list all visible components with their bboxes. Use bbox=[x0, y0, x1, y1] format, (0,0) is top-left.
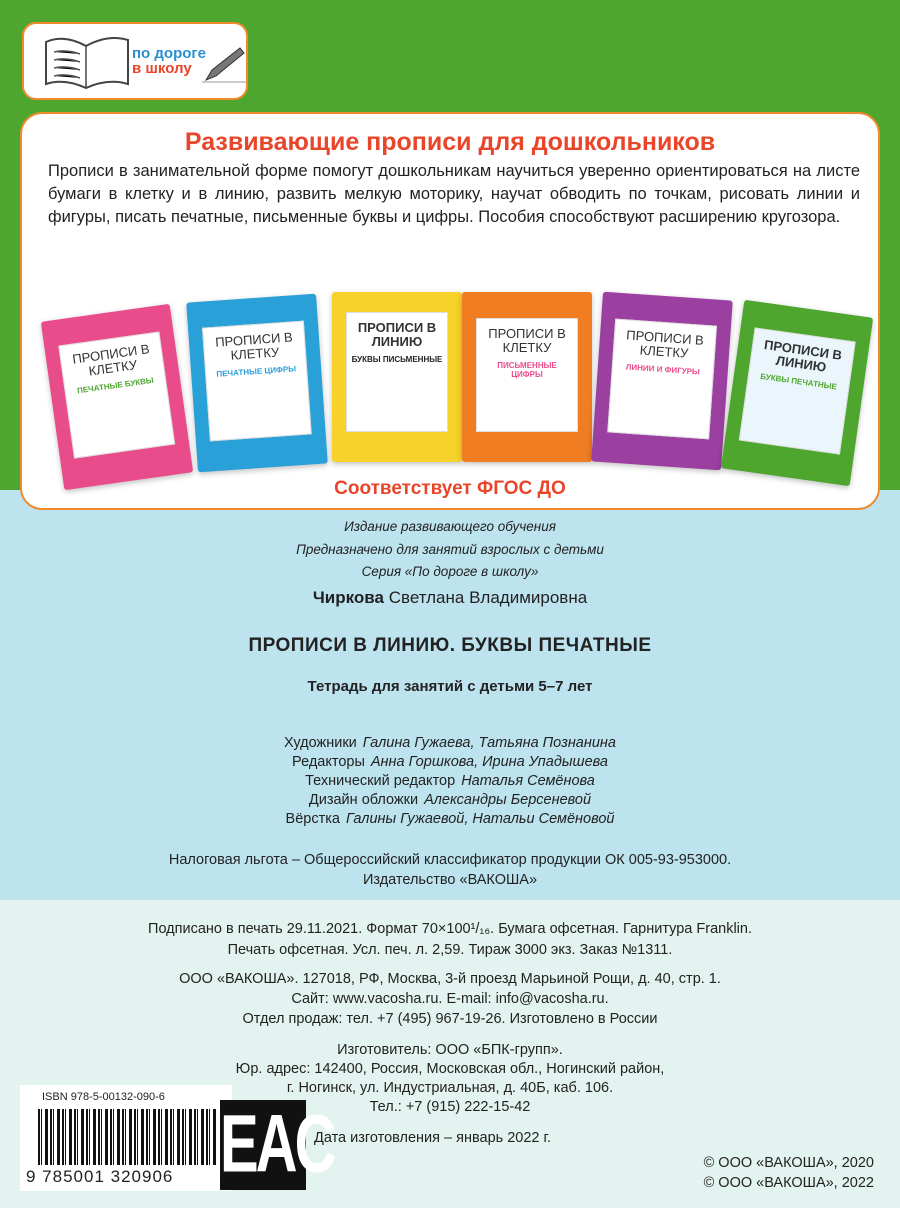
author: Чиркова Светлана Владимировна bbox=[312, 588, 588, 607]
book-title: ПРОПИСИ В ЛИНИЮ. БУКВЫ ПЕЧАТНЫЕ bbox=[248, 635, 652, 656]
credit-line: Технический редактор Наталья Семёнова bbox=[305, 773, 595, 789]
print-info-2: Печать офсетная. Усл. печ. л. 2,59. Тираж 3000 экз. Заказ №1311. bbox=[227, 942, 673, 958]
copyright-2020: © ООО «ВАКОША», 2020 bbox=[703, 1155, 874, 1171]
credit-line: Вёрстка Галины Гужаевой, Натальи Семёновой bbox=[285, 811, 615, 827]
edition-line: Издание развивающего обучения bbox=[344, 519, 556, 534]
book-cover: ПРОПИСИ В ЛИНИЮ БУКВЫ ПЕЧАТНЫЕ bbox=[721, 300, 873, 486]
address-2: Сайт: www.vacosha.ru. E-mail: info@vacosha.ru. bbox=[291, 991, 609, 1007]
credit-line: Художники Галина Гужаева, Татьяна Познанина bbox=[284, 735, 616, 751]
logo-text: по дороге в школу bbox=[132, 45, 206, 77]
address-3: Отдел продаж: тел. +7 (495) 967-19-26. Изготовлено в России bbox=[242, 1011, 658, 1027]
credit-line: Редакторы Анна Горшкова, Ирина Упадышева bbox=[292, 754, 608, 770]
fgos-label: Соответствует ФГОС ДО bbox=[334, 478, 566, 499]
maker-4: Тел.: +7 (915) 222-15-42 bbox=[369, 1099, 531, 1115]
maker-3: г. Ногинск, ул. Индустриальная, д. 40Б, каб. 106. bbox=[286, 1080, 614, 1096]
maker-2: Юр. адрес: 142400, Россия, Московская обл., Ногинский район, bbox=[235, 1061, 665, 1077]
purpose-line: Предназначено для занятий взрослых с детьми bbox=[296, 542, 604, 557]
print-info-1: Подписано в печать 29.11.2021. Формат 70×100¹/₁₆. Бумага офсетная. Гарнитура Franklin. bbox=[148, 921, 752, 937]
series-logo bbox=[22, 22, 248, 100]
book-covers bbox=[52, 292, 862, 472]
promo-panel bbox=[20, 112, 880, 510]
pencil-icon bbox=[202, 44, 246, 84]
open-book-icon bbox=[42, 32, 132, 94]
isbn: ISBN 978-5-00132-090-6 bbox=[42, 1091, 165, 1103]
maker-1: Изготовитель: ООО «БПК-групп». bbox=[337, 1042, 563, 1058]
promo-title: Развивающие прописи для дошкольников bbox=[184, 128, 716, 156]
barcode-number: 9 785001 320906 bbox=[26, 1167, 174, 1186]
copyright-2022: © ООО «ВАКОША», 2022 bbox=[703, 1175, 874, 1191]
eac-mark: EAC bbox=[220, 1098, 334, 1190]
manufacture-date: Дата изготовления – январь 2022 г. bbox=[314, 1130, 552, 1146]
address-1: ООО «ВАКОША». 127018, РФ, Москва, 3-й проезд Марьиной Рощи, д. 40, стр. 1. bbox=[179, 971, 721, 987]
promo-text: Прописи в занимательной форме помогут дошкольникам научиться уверенно ориентироваться на листе бумаги в клетку и в линию, развить мелкую моторику, научат обводить по точкам, рисовать линии и фигуры, писать печатные, письменные буквы и цифры. Пособия способствуют расширению кругозора. bbox=[48, 162, 860, 226]
publisher-line: Издательство «ВАКОША» bbox=[362, 872, 538, 888]
credit-line: Дизайн обложки Александры Берсеневой bbox=[308, 792, 592, 808]
barcode-bars bbox=[38, 1109, 218, 1165]
series-line: Серия «По дороге в школу» bbox=[361, 564, 539, 579]
barcode bbox=[20, 1085, 232, 1191]
book-cover: ПРОПИСИ В КЛЕТКУ ПИСЬМЕННЫЕ ЦИФРЫ bbox=[462, 292, 592, 462]
book-cover: ПРОПИСИ В КЛЕТКУ ЛИНИИ И ФИГУРЫ bbox=[591, 292, 733, 471]
tax-line: Налоговая льгота – Общероссийский классификатор продукции ОК 005-93-953000. bbox=[168, 852, 732, 868]
book-cover: ПРОПИСИ В КЛЕТКУ ПЕЧАТНЫЕ БУКВЫ bbox=[41, 304, 193, 490]
book-cover: ПРОПИСИ В КЛЕТКУ ПЕЧАТНЫЕ ЦИФРЫ bbox=[186, 294, 328, 473]
book-subtitle: Тетрадь для занятий с детьми 5–7 лет bbox=[307, 678, 593, 695]
book-cover: ПРОПИСИ В ЛИНИЮ БУКВЫ ПИСЬМЕННЫЕ bbox=[332, 292, 462, 462]
